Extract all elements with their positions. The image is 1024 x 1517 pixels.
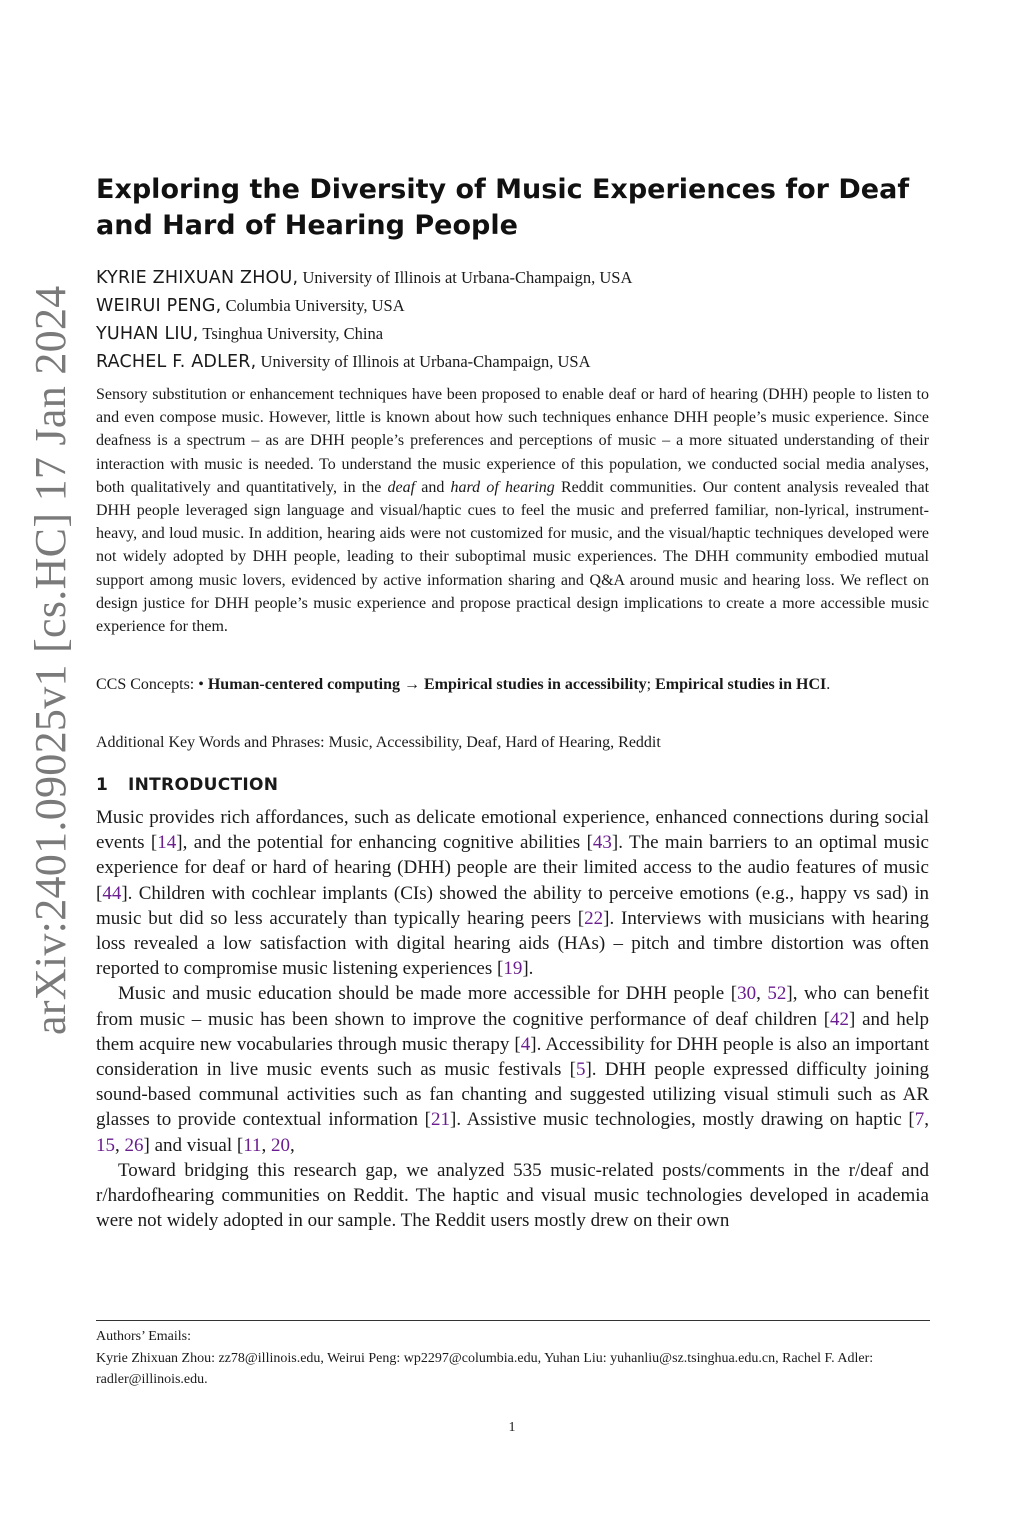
author-name: YUHAN LIU,: [96, 324, 199, 344]
author-line: [96, 320, 929, 348]
section-heading: [96, 775, 929, 795]
citation-link[interactable]: 26: [124, 1134, 144, 1156]
citation-link[interactable]: 21: [431, 1109, 451, 1131]
author-affiliation: Tsinghua University, China: [198, 324, 384, 343]
abstract: [96, 383, 929, 638]
section-title: INTRODUCTION: [128, 775, 279, 795]
paragraph: Music and music education should be made more accessible for DHH people [30, 52], who can benefit from music – music has been shown to improve the cognitive performance of deaf children [42] and help them acquire new vocabularies through music therapy [4]. Accessibility for DHH people is also an important consideration in live music events such as music festivals [5]. DHH people expressed difficulty joining sound-based communal activities such as fan chanting and suggested utilizing visual stimuli such as AR glasses to provide contextual information [21]. Assistive music technologies, mostly drawing on haptic [7, 15, 26] and visual [11, 20,: [96, 983, 930, 1156]
author-line: [96, 292, 929, 320]
ccs-bullet: •: [198, 676, 208, 693]
introduction-body: [96, 805, 929, 1233]
ccs-end: .: [826, 676, 831, 693]
ccs-label: CCS Concepts:: [96, 676, 199, 693]
footnote-heading: Authors’ Emails:: [96, 1329, 192, 1344]
author-line: [96, 348, 929, 376]
citation-link[interactable]: 20: [271, 1134, 291, 1156]
citation-link[interactable]: 11: [243, 1134, 262, 1156]
citation-link[interactable]: 19: [503, 958, 523, 980]
abstract-text: Sensory substitution or enhancement techniques have been proposed to enable deaf or hard of hearing (DHH) people to listen to and even compose music. However, little is known about how such techniques enhance DHH people’s music experience. Since deafness is a spectrum – as are DHH people’s preferences and perceptions of music – a more situated understanding of their interaction with music is needed. To understand the music experience of this population, we conducted social media analyses, both qualitatively and quantitatively, in the: [96, 386, 929, 496]
author-name: RACHEL F. ADLER,: [96, 352, 257, 372]
author-affiliation: University of Illinois at Urbana-Champaign, USA: [298, 268, 633, 287]
keywords: Additional Key Words and Phrases: Music, Accessibility, Deaf, Hard of Hearing, Reddit: [96, 734, 661, 751]
paper-title: Exploring the Diversity of Music Experiences for Deaf and Hard of Hearing People: [96, 174, 910, 241]
citation-link[interactable]: 5: [575, 1059, 586, 1081]
footnote-text: Kyrie Zhixuan Zhou: zz78@illinois.edu, Weirui Peng: wp2297@columbia.edu, Yuhan Liu: yuhanliu@sz.tsinghua.edu.cn, Rachel F. Adler: radler@illinois.edu.: [96, 1350, 874, 1387]
author-list: [96, 264, 929, 376]
arxiv-side-stamp: arXiv:2401.09025v1 [cs.HC] 17 Jan 2024: [26, 285, 75, 1035]
author-affiliation: Columbia University, USA: [221, 296, 405, 315]
citation-link[interactable]: 15: [96, 1134, 115, 1156]
citation-link[interactable]: 22: [584, 907, 604, 929]
section-number: 1: [96, 775, 109, 795]
author-name: KYRIE ZHIXUAN ZHOU,: [96, 268, 299, 288]
citation-link[interactable]: 42: [830, 1008, 850, 1030]
paragraph: Toward bridging this research gap, we analyzed 535 music-related posts/comments in the r/deaf and r/hardofhearing communities on Reddit. The haptic and visual music technologies developed in academia were not widely adopted in our sample. The Reddit users mostly drew on their own: [96, 1159, 929, 1232]
footnote: [96, 1326, 929, 1391]
citation-link[interactable]: 4: [520, 1033, 531, 1055]
ccs-concept: Empirical studies in HCI: [655, 676, 827, 693]
citation-link[interactable]: 14: [157, 832, 177, 854]
citation-link[interactable]: 44: [102, 882, 122, 904]
abstract-emphasis: hard of hearing: [450, 478, 555, 496]
citation-link[interactable]: 52: [767, 983, 787, 1005]
footnote-divider: [96, 1320, 930, 1321]
citation-link[interactable]: 30: [737, 983, 757, 1005]
citation-link[interactable]: 43: [592, 832, 612, 854]
ccs-concept: Human-centered computing → Empirical studies in accessibility: [207, 676, 647, 693]
paragraph: Music provides rich affordances, such as delicate emotional experience, enhanced connections during social events [14], and the potential for enhancing cognitive abilities [43]. The main barriers to an optimal music experience for deaf or hard of hearing (DHH) people are their limited access to the audio features of music [44]. Children with cochlear implants (CIs) showed the ability to perceive emotions (e.g., happy vs sad) in music but did so less accurately than typically hearing peers [22]. Interviews with musicians with hearing loss revealed a low satisfaction with digital hearing aids (HAs) – pitch and timbre distortion was often reported to compromise music listening experiences [19].: [96, 807, 929, 980]
page-number: 1: [508, 1420, 516, 1435]
citation-link[interactable]: 7: [914, 1109, 925, 1131]
ccs-concepts: [96, 673, 929, 696]
author-affiliation: University of Illinois at Urbana-Champaign, USA: [256, 352, 591, 371]
ccs-separator: ;: [646, 676, 656, 693]
author-name: WEIRUI PENG,: [96, 296, 222, 316]
abstract-text: Reddit communities. Our content analysis revealed that DHH people leveraged sign language and visual/haptic cues to feel the music and preferred familiar, non-lyrical, instrument-heavy, and loud music. In addition, hearing aids were not customized for music, and the visual/haptic techniques developed were not widely adopted by DHH people, leading to their suboptimal music experiences. The DHH community embodied mutual support among music lovers, evidenced by active information sharing and Q&A around music and hearing loss. We reflect on design justice for DHH people’s music experience and propose practical design implications to create a more accessible music experience for them.: [96, 478, 930, 636]
abstract-emphasis: deaf: [387, 478, 416, 496]
author-line: [96, 264, 929, 292]
abstract-text: and: [415, 478, 451, 496]
